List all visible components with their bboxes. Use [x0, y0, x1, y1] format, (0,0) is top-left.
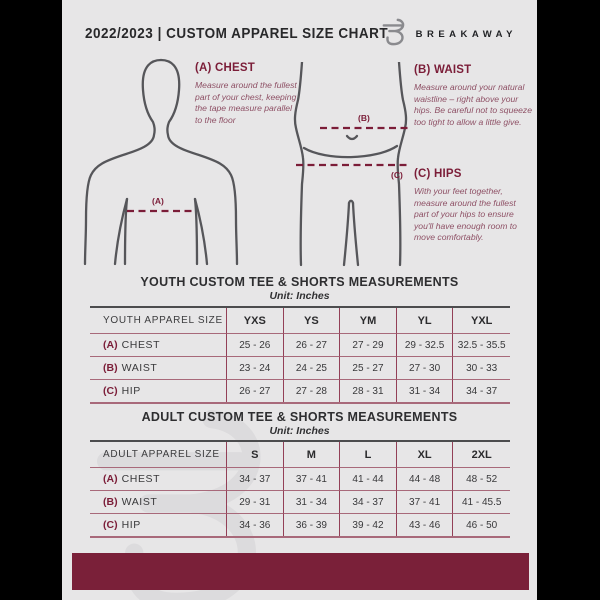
- hips-heading: (C) HIPS: [414, 168, 462, 180]
- row-letter-prefix: (B): [103, 496, 118, 508]
- table-header-size-cell: M: [284, 442, 341, 468]
- waist-heading: (B) WAIST: [414, 64, 472, 76]
- table-value-cell: 32.5 - 35.5: [453, 334, 510, 357]
- table-header-size-cell: YS: [284, 308, 341, 334]
- table-header-size-cell: YM: [340, 308, 397, 334]
- table-header-size-cell: YXL: [453, 308, 510, 334]
- table-value-cell: 23 - 24: [227, 357, 284, 380]
- table-value-cell: 34 - 37: [227, 468, 284, 491]
- table-header-size-cell: S: [227, 442, 284, 468]
- table-value-cell: 25 - 27: [340, 357, 397, 380]
- table-value-cell: 28 - 31: [340, 380, 397, 402]
- table-value-cell: 27 - 28: [284, 380, 341, 402]
- youth-table-title: YOUTH CUSTOM TEE & SHORTS MEASUREMENTS: [140, 275, 459, 289]
- brand-name: BREAKAWAY: [415, 29, 517, 40]
- table-value-cell: 37 - 41: [284, 468, 341, 491]
- table-header-size-cell: L: [340, 442, 397, 468]
- table-value-cell: 27 - 30: [397, 357, 454, 380]
- adult-table-unit: Unit: Inches: [269, 425, 330, 437]
- row-letter-prefix: (A): [103, 339, 118, 351]
- table-value-cell: 26 - 27: [227, 380, 284, 402]
- table-value-cell: 26 - 27: [284, 334, 341, 357]
- size-chart-page: [62, 0, 537, 600]
- table-value-cell: 34 - 37: [340, 491, 397, 514]
- table-value-cell: 41 - 44: [340, 468, 397, 491]
- row-letter-prefix: (A): [103, 473, 118, 485]
- table-row-label-cell: (C) HIP: [90, 514, 227, 536]
- table-value-cell: 39 - 42: [340, 514, 397, 536]
- table-header-size-cell: YXS: [227, 308, 284, 334]
- footer-accent-bar: [72, 553, 529, 590]
- chest-line-label: (A): [152, 196, 164, 206]
- table-value-cell: 27 - 29: [340, 334, 397, 357]
- table-value-cell: 25 - 26: [227, 334, 284, 357]
- table-value-cell: 46 - 50: [466, 519, 498, 531]
- table-value-cell: 48 - 52: [453, 468, 510, 491]
- table-header-size-cell: 2XL: [453, 442, 510, 468]
- table-value-cell: 34 - 36: [227, 514, 284, 536]
- table-value-cell: 36 - 39: [284, 514, 341, 536]
- table-value-cell: 34 - 37: [466, 385, 498, 397]
- table-row-label-cell: (A) CHEST: [90, 468, 227, 491]
- table-header-label-cell: YOUTH APPAREL SIZE: [90, 308, 227, 334]
- table-row-label-cell: (B) WAIST: [90, 491, 227, 514]
- table-header-size-cell: YL: [397, 308, 454, 334]
- table-header-size-cell: XL: [397, 442, 454, 468]
- table-row-label-cell: (A) CHEST: [90, 334, 227, 357]
- brand-lockup: [381, 17, 517, 52]
- row-letter-prefix: (B): [103, 362, 118, 374]
- hips-instructions: [414, 168, 532, 244]
- chest-instructions: [195, 62, 301, 126]
- table-value-cell: 37 - 41: [397, 491, 454, 514]
- breakaway-b-logo-icon: [381, 17, 409, 52]
- table-value-cell: 31 - 34: [284, 491, 341, 514]
- youth-table-unit: Unit: Inches: [269, 290, 330, 302]
- row-letter-prefix: (C): [103, 385, 118, 397]
- hips-line-label: (C): [391, 170, 403, 180]
- chest-body: Measure around the fullest part of your chest, keeping the tape measure parallel to the floor: [195, 80, 297, 125]
- table-value-cell: 41 - 45.5: [453, 491, 510, 514]
- table-value-cell: 43 - 46: [397, 514, 454, 536]
- table-header-label-cell: ADULT APPAREL SIZE: [90, 442, 227, 468]
- lower-body-figure-image: [288, 62, 413, 267]
- row-letter-prefix: (C): [103, 519, 118, 531]
- adult-table-title: ADULT CUSTOM TEE & SHORTS MEASUREMENTS: [141, 410, 458, 424]
- chest-heading: (A) CHEST: [195, 62, 255, 74]
- table-value-cell: 29 - 32.5: [397, 334, 454, 357]
- table-row-label-cell: (C) HIP: [90, 380, 227, 402]
- table-value-cell: 44 - 48: [397, 468, 454, 491]
- waist-instructions: [414, 64, 532, 128]
- waist-body: Measure around your natural waistline – right above your hips. Be careful not to squeeze too tight to allow a little give.: [414, 82, 533, 127]
- waist-line-label: (B): [358, 113, 370, 123]
- table-value-cell: 30 - 33: [453, 357, 510, 380]
- table-value-cell: 29 - 31: [227, 491, 284, 514]
- table-value-cell: 31 - 34: [397, 380, 454, 402]
- page-title: 2022/2023 | CUSTOM APPAREL SIZE CHART: [85, 25, 389, 42]
- adult-size-table: [90, 440, 510, 538]
- youth-size-table: [90, 306, 510, 404]
- table-value-cell: 24 - 25: [284, 357, 341, 380]
- hips-body: With your feet together, measure around the fullest part of your hips to ensure you'll have enough room to move comfortably.: [414, 186, 517, 242]
- table-row-label-cell: (B) WAIST: [90, 357, 227, 380]
